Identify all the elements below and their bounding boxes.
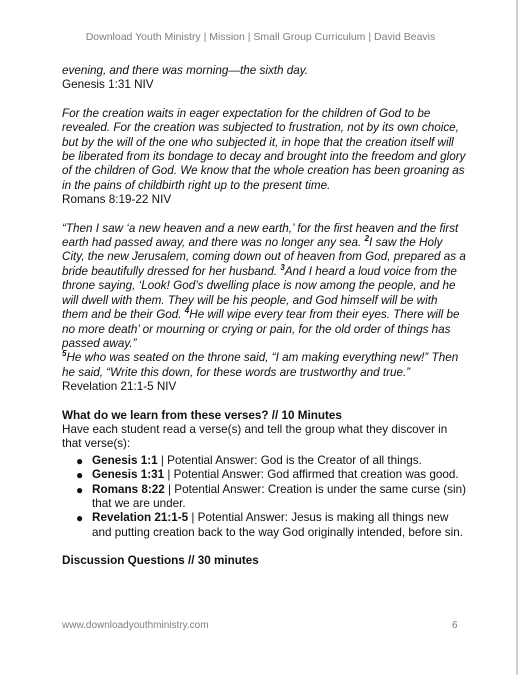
verse-ref: Romans 8:22: [92, 482, 165, 496]
list-item: [76, 482, 466, 512]
verse-number: 2: [364, 234, 370, 244]
verse-text: He who was seated on the throne said, “I am making everything new!” Then he said, “Write this down, for these words are trustworthy and true.”: [62, 351, 459, 379]
learn-heading: What do we learn from these verses? // 10 Minutes: [62, 408, 342, 422]
verse-text: And I heard a loud voice from the throne saying, ‘Look! God’s dwelling place is now among the people, and he will dwell with them. They will be his people, and God himself will be with them and be their God.: [62, 264, 457, 322]
bullet-icon: ●: [76, 511, 84, 526]
answer-text: | Potential Answer: God is the Creator of all things.: [157, 453, 422, 467]
verse-text: “Then I saw ‘a new heaven and a new earth,’ for the first heaven and the first earth had passed away, and there was no longer any sea.: [62, 221, 459, 250]
page-header: Download Youth Ministry | Mission | Small Group Curriculum | David Beavis: [85, 31, 436, 43]
verse-text: I saw the Holy City, the new Jerusalem, coming down out of heaven from God, prepared as a bride beautifully dressed for her husband.: [62, 236, 466, 278]
answer-text: | Potential Answer: God affirmed that creation was good.: [164, 468, 459, 482]
verse-text: He will wipe every tear from their eyes. There will be no more death’ or mourning or crying or pain, for the old order of things has passed away.”: [62, 308, 460, 350]
page-content: [62, 64, 466, 569]
list-item: [76, 468, 466, 483]
passage-revelation-ref: Revelation 21:1-5 NIV: [62, 380, 177, 394]
passage-romans-text: For the creation waits in eager expectation for the children of God to be revealed. For the creation was subjected to frustration, not by its own choice, but by the will of the one who subjected it, in hope that the creation itself will be liberated from its bondage to decay and brought into the freedom and glory of the children of God. We know that the whole creation has been groaning as in the pains of childbirth right up to the present time.: [62, 106, 466, 192]
verse-number: 5: [62, 349, 67, 359]
verse-ref: Genesis 1:1: [92, 453, 158, 467]
bullet-icon: ●: [76, 453, 84, 468]
verse-number: 3: [280, 262, 285, 272]
list-item: [76, 453, 466, 468]
passage-genesis-ref: Genesis 1:31 NIV: [62, 78, 154, 92]
passage-genesis-text: evening, and there was morning—the sixth day.: [62, 64, 309, 77]
answer-list: [62, 454, 466, 540]
bullet-icon: ●: [76, 468, 84, 483]
page-number: 6: [452, 620, 458, 631]
passage-romans-ref: Romans 8:19-22 NIV: [62, 193, 172, 207]
bullet-icon: ●: [76, 482, 84, 497]
verse-number: 4: [184, 306, 190, 316]
discussion-heading: Discussion Questions // 30 minutes: [62, 554, 259, 568]
passage-revelation-text: [62, 222, 466, 352]
verse-ref: Genesis 1:31: [92, 468, 165, 482]
answer-text: | Potential Answer: Jesus is making all things new and putting creation back to the way God originally intended, before sin.: [92, 511, 463, 539]
answer-text: | Potential Answer: Creation is under the same curse (sin) that we are under.: [92, 482, 466, 510]
footer-url: www.downloadyouthministry.com: [62, 620, 209, 631]
list-item: [76, 511, 466, 540]
learn-intro: Have each student read a verse(s) and tell the group what they discover in that verse(s):: [62, 422, 448, 451]
passage-revelation-verse5: [62, 351, 466, 380]
verse-ref: Revelation 21:1-5: [92, 511, 189, 525]
